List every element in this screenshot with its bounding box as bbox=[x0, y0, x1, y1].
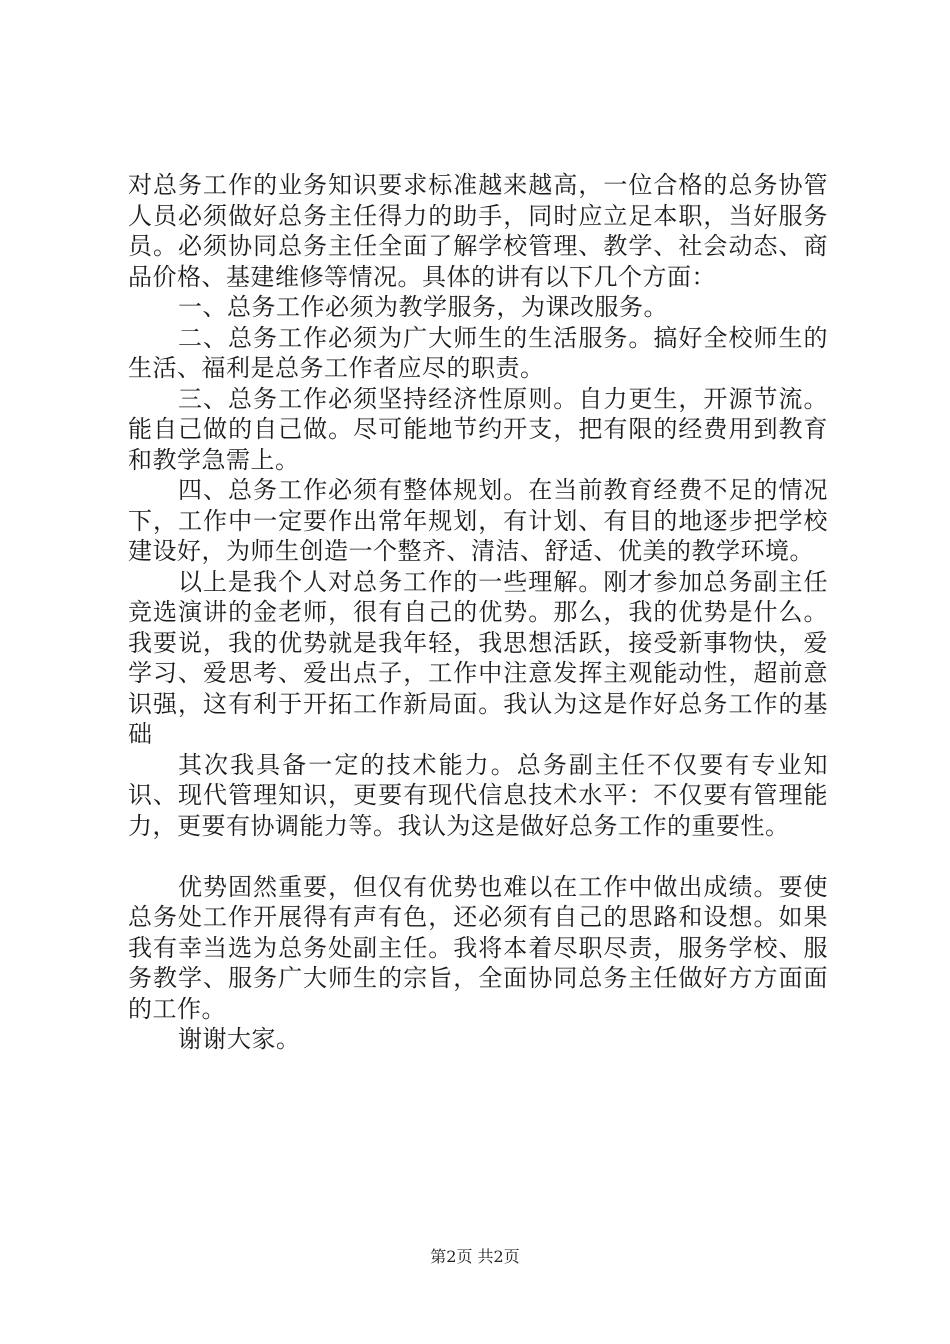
paragraph-item-three: 三、总务工作必须坚持经济性原则。自力更生，开源节流。能自己做的自己做。尽可能地节约开支，把有限的经费用到教育和教学急需上。 bbox=[128, 384, 828, 474]
paragraph-technical-ability: 其次我具备一定的技术能力。总务副主任不仅要有专业知识、现代管理知识，更要有现代信息技术水平：不仅要有管理能力，更要有协调能力等。我认为这是做好总务工作的重要性。 bbox=[128, 750, 828, 840]
document-body bbox=[128, 170, 828, 1055]
paragraph-thanks: 谢谢大家。 bbox=[178, 1025, 301, 1053]
paragraph-item-four: 四、总务工作必须有整体规划。在当前教育经费不足的情况下，工作中一定要作出常年规划，有计划、有目的地逐步把学校建设好，为师生创造一个整齐、清洁、舒适、优美的教学环境。 bbox=[128, 476, 828, 565]
paragraph-item-one: 一、总务工作必须为教学服务，为课改服务。 bbox=[178, 293, 668, 321]
paragraph-continuation: 对总务工作的业务知识要求标准越来越高，一位合格的总务协管人员必须做好总务主任得力的助手，同时应立足本职，当好服务员。必须协同总务主任全面了解学校管理、教学、社会动态、商品价格、基建维修等情况。具体的讲有以下几个方面： bbox=[128, 171, 828, 291]
paragraph-understanding: 以上是我个人对总务工作的一些理解。刚才参加总务副主任竞选演讲的金老师，很有自己的优势。那么，我的优势是什么。我要说，我的优势就是我年轻，我思想活跃，接受新事物快，爱学习、爱思考、爱出点子，工作中注意发挥主观能动性，超前意识强，这有利于开拓工作新局面。我认为这是作好总务工作的基础 bbox=[128, 567, 828, 748]
paragraph-plan: 优势固然重要，但仅有优势也难以在工作中做出成绩。要使总务处工作开展得有声有色，还必须有自己的思路和设想。如果我有幸当选为总务处副主任。我将本着尽职尽责，服务学校、服务教学、服务广大师生的宗旨，全面协同总务主任做好方方面面的工作。 bbox=[128, 872, 828, 1023]
paragraph-item-two: 二、总务工作必须为广大师生的生活服务。搞好全校师生的生活、福利是总务工作者应尽的职责。 bbox=[128, 323, 828, 382]
page-number-footer: 第2页 共2页 bbox=[430, 1247, 520, 1266]
paragraph-spacer bbox=[128, 841, 828, 872]
